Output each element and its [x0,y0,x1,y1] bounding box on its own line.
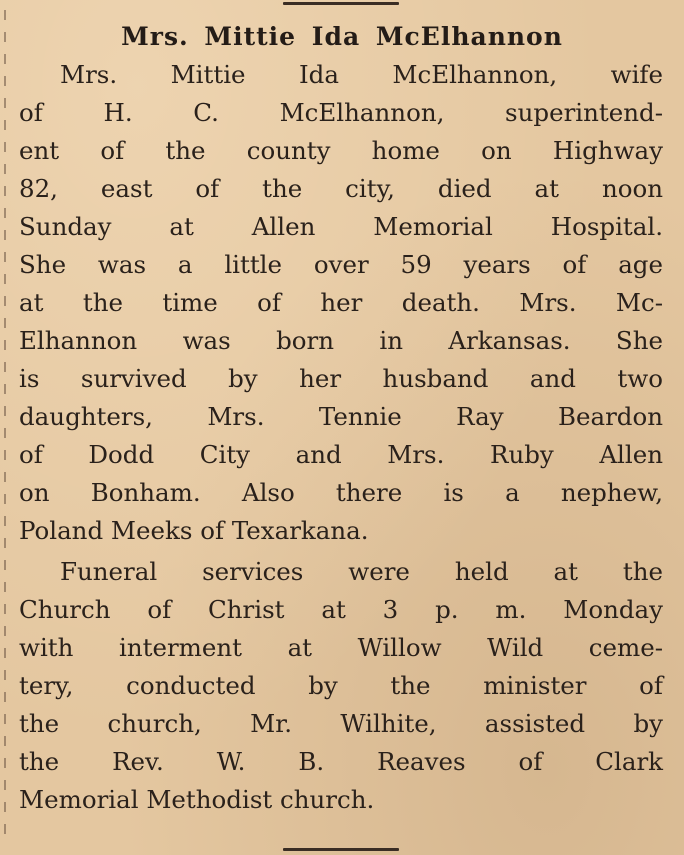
text-line: ent of the county home on Highway [19,136,663,165]
text-line: with interment at Willow Wild ceme- [19,633,663,662]
text-line: She was a little over 59 years of age [19,250,663,279]
text-line: is survived by her husband and two [19,364,663,393]
text-line: Mrs. Mittie Ida McElhannon, wife [60,60,663,89]
text-line: daughters, Mrs. Tennie Ray Beardon [19,402,663,431]
bottom-rule [283,848,399,851]
text-line: on Bonham. Also there is a nephew, [19,478,663,507]
text-line: Elhannon was born in Arkansas. She [19,326,663,355]
text-line: at the time of her death. Mrs. Mc- [19,288,663,317]
article-headline: Mrs. Mittie Ida McElhannon [121,22,563,51]
text-line: Sunday at Allen Memorial Hospital. [19,212,663,241]
column-edge [4,10,6,845]
text-line: of H. C. McElhannon, superintend- [19,98,663,127]
top-rule [283,2,399,5]
text-line: of Dodd City and Mrs. Ruby Allen [19,440,663,469]
text-line: tery, conducted by the minister of [19,671,663,700]
text-line: 82, east of the city, died at noon [19,174,663,203]
text-line: the church, Mr. Wilhite, assisted by [19,709,663,738]
text-line: Poland Meeks of Texarkana. [19,516,369,545]
text-line: Memorial Methodist church. [19,785,375,814]
text-line: the Rev. W. B. Reaves of Clark [19,747,663,776]
text-line: Church of Christ at 3 p. m. Monday [19,595,663,624]
text-line: Funeral services were held at the [60,557,663,586]
